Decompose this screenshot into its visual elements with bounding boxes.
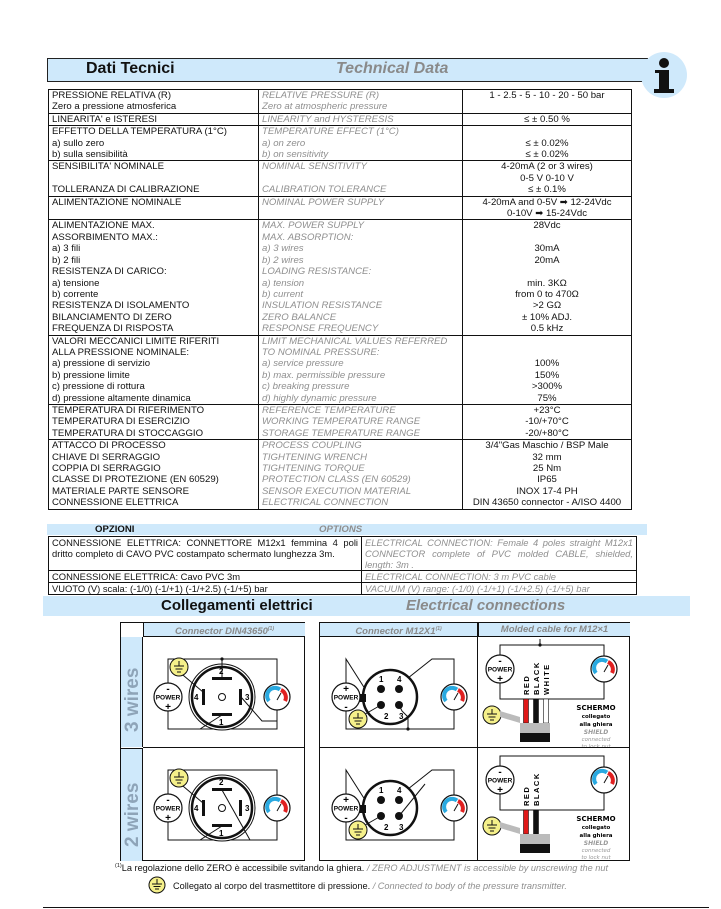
shield-label: connected (581, 737, 611, 743)
spec-line: ELECTRICAL CONNECTION (262, 497, 389, 509)
shield-label: alla ghiera (579, 722, 613, 728)
spec-line: MAX. ABSORPTION: (262, 231, 354, 243)
ground-icon (170, 769, 188, 787)
spec-line: a) 3 wires (262, 243, 304, 255)
spec-label-en (259, 404, 463, 439)
spec-line: TEMPERATURA DI STOCCAGGIO (52, 427, 204, 439)
pin-label: 1 (219, 718, 224, 727)
spec-line: ASSORBIMENTO MAX.: (52, 231, 158, 243)
spec-line: a) tension (262, 277, 305, 289)
pin-3 (239, 800, 242, 816)
spec-line: 4-20mA and 0-5V ➡ 12-24Vdc (482, 196, 612, 208)
spec-line: b) on sensitivity (262, 149, 329, 161)
spec-line: a) tensione (52, 277, 100, 289)
cable-shield (520, 834, 550, 844)
spec-line (52, 173, 255, 184)
spec-line: LOADING RESISTANCE: (262, 266, 372, 278)
spec-row (49, 404, 632, 439)
spec-value (463, 220, 632, 335)
spec-line: d) pressione altamente dinamica (52, 392, 191, 404)
spec-line: +23°C (533, 404, 561, 416)
spec-line: 0.5 kHz (530, 323, 564, 335)
spec-line: a) 3 fili (52, 243, 81, 255)
options-title-it: OPZIONI (95, 524, 135, 535)
shield-label: to lock nut (581, 744, 611, 747)
option-row (49, 583, 637, 595)
shield-lead (500, 711, 520, 723)
spec-line: ALIMENTAZIONE NOMINALE (52, 196, 182, 208)
power-label: POWER (155, 694, 181, 702)
spec-line: RESISTENZA DI ISOLAMENTO (52, 300, 190, 312)
shield-label: connected (581, 848, 611, 854)
spec-line: 0-5 V 0-10 V (520, 172, 574, 184)
spec-line: TIGHTENING TORQUE (262, 463, 365, 474)
spec-line: >300% (531, 381, 563, 393)
cable-column-header: Molded cable for M12×1 (478, 623, 630, 637)
wire-label: BLACK (532, 661, 541, 695)
wire-label: WHITE (542, 663, 551, 695)
spec-line: min. 3KΩ (527, 277, 567, 289)
spec-line: REFERENCE TEMPERATURE (262, 404, 396, 416)
spec-line: 32 mm (532, 451, 562, 463)
spec-line: WORKING TEMPERATURE RANGE (262, 416, 421, 428)
option-it: VUOTO (V) scala: (-1/0) (-1/+1) (-1/+2.5) (-1/+5) bar (49, 583, 362, 595)
spec-label-it (49, 113, 259, 125)
spec-line (466, 347, 628, 358)
spec-line: ZERO BALANCE (262, 311, 337, 323)
pin-label: 3 (245, 693, 250, 702)
cable-jacket (520, 733, 550, 742)
spec-line: ≤ ± 0.02% (525, 149, 569, 161)
connections-title-it: Collegamenti elettrici (161, 597, 313, 614)
title-en: Technical Data (336, 60, 449, 77)
cable-jacket (520, 844, 550, 853)
ground-icon (349, 821, 367, 839)
power-label: POWER (333, 694, 359, 702)
spec-line: d) highly dynamic pressure (262, 392, 377, 404)
power-label: POWER (333, 805, 359, 813)
spec-line: c) pressione di rottura (52, 381, 145, 393)
spec-line: -10/+70°C (525, 416, 569, 428)
options-header (47, 524, 647, 535)
spec-line: b) max. permissible pressure (262, 369, 386, 381)
spec-line: TOLLERANZA DI CALIBRAZIONE (52, 184, 200, 196)
wire (500, 682, 604, 699)
spec-label-it (49, 440, 259, 509)
spec-line: 28Vdc (533, 220, 561, 232)
spec-label-en (259, 335, 463, 404)
spec-line: TO NOMINAL PRESSURE: (262, 346, 380, 358)
zero-adjustment-footnote: $^{(1)}$La regolazione dello ZERO è accessibile svitando la ghiera. / ZERO ADJUSTMENT is accessible by unscrewing the nut (115, 863, 609, 874)
spec-line: >2 GΩ (532, 300, 562, 312)
junction (406, 727, 409, 730)
cable-wire (524, 810, 529, 834)
power-terminal: - (344, 813, 348, 824)
spec-line: DIN 43650 connector - A/ISO 4400 (472, 497, 622, 509)
spec-row (49, 90, 632, 114)
spec-line (466, 232, 628, 243)
spec-line: VALORI MECCANICI LIMITE RIFERITI (52, 335, 220, 347)
junction (220, 657, 223, 660)
power-label: POWER (487, 666, 513, 674)
spec-line: Zero at atmospheric pressure (262, 101, 388, 113)
spec-label-it (49, 220, 259, 335)
spec-line: TIGHTENING WRENCH (262, 451, 367, 463)
spec-row (49, 220, 632, 335)
spec-line: 3/4"Gas Maschio / BSP Male (485, 440, 609, 452)
m12-pin (395, 796, 403, 804)
pin-label: 3 (245, 804, 250, 813)
pin-label: 4 (194, 693, 199, 702)
spec-label-en (259, 126, 463, 161)
spec-line: ALLA PRESSIONE NOMINALE: (52, 346, 190, 358)
m12-column-header: Connector M12X1$^{(1)}$ (320, 623, 477, 637)
spec-line (262, 173, 459, 184)
m12-pin (377, 796, 385, 804)
pin-label: 2 (219, 667, 224, 676)
spec-value (463, 404, 632, 439)
spec-line: b) pressione limite (52, 369, 130, 381)
spec-line: 75% (537, 392, 557, 404)
spec-line: b) 2 wires (262, 254, 304, 266)
info-icon (641, 52, 687, 98)
option-it: CONNESSIONE ELETTRICA: CONNETTORE M12x1 femmina 4 poli dritto completo di CAVO PVC costampato schermato lunghezza 3m. (49, 537, 362, 571)
spec-row (49, 196, 632, 220)
spec-line: 4-20mA (2 or 3 wires) (501, 161, 593, 173)
spec-line: ± 10% ADJ. (521, 311, 573, 323)
cable-wire (534, 699, 539, 723)
shield-label: alla ghiera (579, 833, 613, 839)
m12-connector-panel (319, 622, 630, 861)
power-label: POWER (155, 805, 181, 813)
spec-line: MATERIALE PARTE SENSORE (52, 485, 190, 497)
row-label-2-wires: 2 wires (121, 748, 143, 861)
ground-icon (148, 876, 166, 894)
power-terminal: - (498, 656, 502, 667)
spec-line: 30mA (534, 243, 560, 255)
power-terminal: - (344, 702, 348, 713)
spec-label-it (49, 90, 259, 114)
spec-value (463, 440, 632, 509)
spec-line: COPPIA DI SERRAGGIO (52, 463, 161, 474)
power-terminal: + (497, 674, 503, 685)
spec-row (49, 440, 632, 509)
spec-line: 25 Nm (532, 463, 562, 474)
spec-line: b) sulla sensibilità (52, 149, 128, 161)
options-table (48, 536, 637, 595)
spec-line (52, 208, 255, 219)
spec-label-en (259, 440, 463, 509)
m12-2wire-diagram (320, 748, 477, 860)
title-it: Dati Tecnici (86, 60, 175, 77)
spec-line: a) sullo zero (52, 137, 105, 149)
connections-title-en: Electrical connections (406, 597, 566, 614)
spec-line: b) 2 fili (52, 254, 81, 266)
power-terminal: - (166, 684, 170, 695)
spec-value (463, 90, 632, 114)
technical-data-header (47, 58, 648, 82)
spec-line: b) current (262, 288, 304, 300)
option-en: VACUUM (V) range: (-1/0) (-1/+1) (-1/+2.5) (-1/+5) bar (362, 583, 637, 595)
spec-line (262, 208, 459, 219)
spec-value (463, 161, 632, 196)
spec-label-en (259, 196, 463, 220)
junction (538, 643, 541, 646)
spec-line: EFFETTO DELLA TEMPERATURA (1°C) (52, 126, 227, 138)
spec-line: 100% (534, 358, 560, 370)
row-label-3-wires: 3 wires (121, 637, 143, 747)
spec-value (463, 335, 632, 404)
power-terminal: + (165, 813, 171, 824)
spec-label-en (259, 90, 463, 114)
connector-center (219, 805, 226, 812)
m12-connector-body (363, 670, 417, 724)
option-en: ELECTRICAL CONNECTION: 3 m PVC cable (362, 571, 637, 583)
spec-line: 1 - 2.5 - 5 - 10 - 20 - 50 bar (489, 90, 605, 101)
ground-icon (170, 658, 188, 676)
power-label: POWER (487, 777, 513, 785)
shield-label: SCHERMO (576, 815, 616, 823)
spec-value (463, 126, 632, 161)
spec-line: CALIBRATION TOLERANCE (262, 184, 387, 196)
cable-2wire-diagram (478, 748, 629, 860)
wire (500, 793, 604, 810)
cable-shield (520, 723, 550, 733)
din-column-header: Connector DIN43650$^{(1)}$ (143, 623, 305, 637)
power-terminal: + (497, 785, 503, 796)
wire-label: RED (522, 674, 531, 695)
spec-line (466, 336, 628, 347)
spec-label-en (259, 161, 463, 196)
spec-line: Zero a pressione atmosferica (52, 101, 177, 113)
option-row (49, 571, 637, 583)
shield-label: to lock nut (581, 855, 611, 860)
spec-line: FREQUENZA DI RISPOSTA (52, 323, 174, 335)
spec-value (463, 113, 632, 125)
power-terminal: - (166, 795, 170, 806)
wire-label: BLACK (532, 772, 541, 806)
connector-center (219, 694, 226, 701)
spec-row (49, 161, 632, 196)
spec-label-it (49, 161, 259, 196)
option-it: CONNESSIONE ELETTRICA: Cavo PVC 3m (49, 571, 362, 583)
pin-label: 4 (397, 786, 402, 795)
spec-table (48, 89, 632, 510)
spec-line (466, 266, 628, 277)
spec-line: MAX. POWER SUPPLY (262, 220, 365, 232)
spec-line: ≤ ± 0.02% (525, 137, 569, 149)
spec-line: RESPONSE FREQUENCY (262, 323, 379, 335)
option-row (49, 537, 637, 571)
power-terminal: + (165, 702, 171, 713)
power-terminal: + (343, 795, 349, 806)
spec-row (49, 335, 632, 404)
pin-2 (212, 677, 232, 680)
spec-line: ATTACCO DI PROCESSO (52, 440, 166, 452)
spec-line: a) on zero (262, 137, 306, 149)
spec-row (49, 113, 632, 125)
spec-line: RESISTENZA DI CARICO: (52, 266, 167, 278)
connections-header (43, 596, 690, 616)
din-3wire-diagram (143, 637, 304, 747)
cable-wire (544, 699, 549, 723)
shield-label: SHIELD (583, 840, 609, 847)
spec-line: 150% (534, 369, 560, 381)
spec-line: PROTECTION CLASS (EN 60529) (262, 474, 411, 486)
spec-label-it (49, 196, 259, 220)
spec-label-it (49, 335, 259, 404)
spec-line: SENSIBILITA' NOMINALE (52, 161, 165, 173)
wire (500, 645, 604, 656)
spec-value (463, 196, 632, 220)
spec-line: SENSOR EXECUTION MATERIAL (262, 485, 412, 497)
spec-line: ≤ ± 0.1% (528, 184, 566, 196)
spec-line: LIMIT MECHANICAL VALUES REFERRED (262, 335, 448, 347)
spec-line: a) service pressure (262, 358, 344, 370)
spec-line: PROCESS COUPLING (262, 440, 362, 452)
shield-label: SHIELD (583, 729, 609, 736)
pin-label: 2 (384, 712, 389, 721)
spec-line: c) breaking pressure (262, 381, 350, 393)
pin-label: 4 (194, 804, 199, 813)
spec-line: from 0 to 470Ω (515, 288, 579, 300)
spec-line: CONNESSIONE ELETTRICA (52, 497, 179, 509)
spec-line: BILANCIAMENTO DI ZERO (52, 311, 172, 323)
pin-label: 3 (399, 823, 404, 832)
spec-line: TEMPERATURA DI RIFERIMENTO (52, 404, 205, 416)
cable-wire (534, 810, 539, 834)
options-title-en: OPTIONS (319, 524, 363, 535)
ground-footnote: Collegato al corpo del trasmettitore di pressione. / Connected to body of the pressure transmitter. (173, 881, 567, 891)
spec-line: LINEARITA' e ISTERESI (52, 113, 158, 125)
spec-line: LINEARITY and HYSTERESIS (262, 113, 394, 125)
din-2wire-diagram (143, 748, 304, 860)
power-terminal: - (498, 767, 502, 778)
m12-pin (395, 685, 403, 693)
option-en: ELECTRICAL CONNECTION: Female 4 poles straight M12x1 CONNECTOR complete of PVC molded CABLE, shielded, length: 3m . (362, 537, 637, 571)
spec-line: CHIAVE DI SERRAGGIO (52, 451, 161, 463)
spec-line: b) corrente (52, 288, 99, 300)
shield-lead (500, 822, 520, 834)
m12-pin (377, 685, 385, 693)
shield-label: SCHERMO (576, 704, 616, 712)
din-connector-panel (120, 622, 305, 861)
spec-line: IP65 (537, 474, 557, 486)
spec-line: -20/+80°C (525, 427, 569, 439)
wire (500, 756, 604, 767)
pin-label: 1 (219, 829, 224, 838)
spec-line (466, 126, 628, 137)
pin-label: 1 (379, 675, 384, 684)
spec-line: STORAGE TEMPERATURE RANGE (262, 427, 420, 439)
spec-label-en (259, 220, 463, 335)
wire-label: RED (522, 785, 531, 806)
ground-icon (483, 817, 501, 835)
spec-line: NOMINAL POWER SUPPLY (262, 196, 385, 208)
spec-line: a) pressione di servizio (52, 358, 151, 370)
spec-line: TEMPERATURA DI ESERCIZIO (52, 416, 190, 428)
spec-line: ≤ ± 0.50 % (524, 113, 570, 125)
spec-line: PRESSIONE RELATIVA (R) (52, 90, 172, 101)
spec-line: NOMINAL SENSITIVITY (262, 161, 367, 173)
spec-label-it (49, 126, 259, 161)
shield-label: collegato (581, 825, 611, 831)
spec-line: 20mA (534, 254, 560, 266)
spec-line: RELATIVE PRESSURE (R) (262, 90, 380, 101)
m12-connector-body (363, 781, 417, 835)
ground-icon (483, 706, 501, 724)
spec-label-it (49, 404, 259, 439)
m12-3wire-diagram (320, 637, 477, 747)
spec-line: ALIMENTAZIONE MAX. (52, 220, 155, 232)
ground-icon (349, 710, 367, 728)
spec-line: 0-10V ➡ 15-24Vdc (506, 208, 588, 220)
pin-label: 2 (384, 823, 389, 832)
spec-line: INSULATION RESISTANCE (262, 300, 383, 312)
power-terminal: + (343, 684, 349, 695)
spec-line: TEMPERATURE EFFECT (1°C) (262, 126, 399, 138)
spec-row (49, 126, 632, 161)
cable-3wire-diagram (478, 637, 629, 747)
spec-label-en (259, 113, 463, 125)
pin-label: 4 (397, 675, 402, 684)
cable-wire (524, 699, 529, 723)
pin-label: 2 (219, 778, 224, 787)
spec-line (466, 101, 628, 112)
shield-label: collegato (581, 714, 611, 720)
spec-line: CLASSE DI PROTEZIONE (EN 60529) (52, 474, 219, 486)
pin-label: 3 (399, 712, 404, 721)
page-bottom-rule (43, 907, 709, 908)
pin-label: 1 (379, 786, 384, 795)
spec-line: INOX 17-4 PH (516, 485, 578, 497)
